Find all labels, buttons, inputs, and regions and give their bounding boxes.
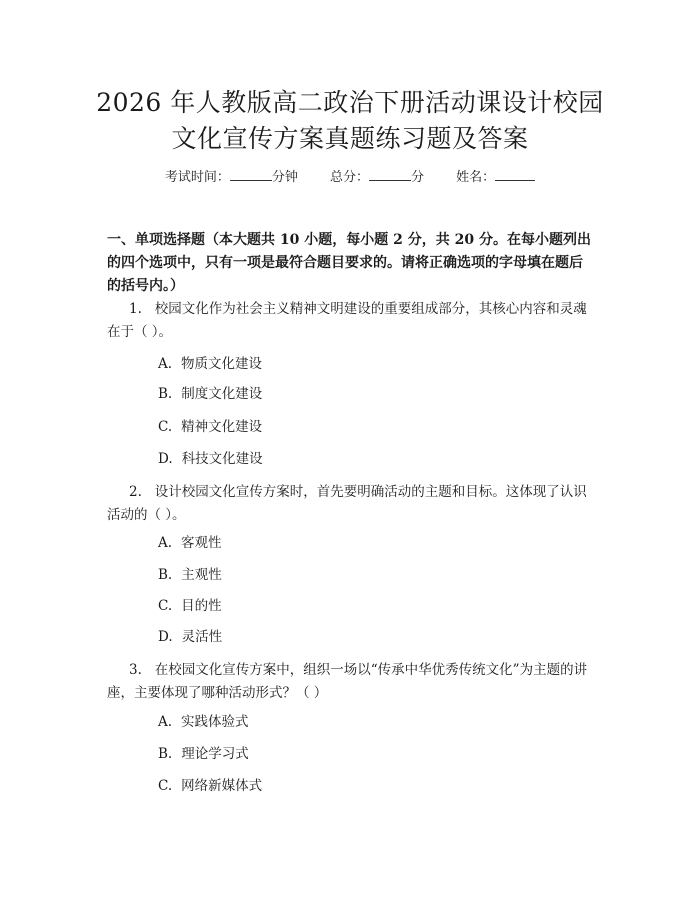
page-title-line-1: 2026 年人教版高二政治下册活动课设计校园 — [96, 88, 604, 117]
option-letter: B. — [158, 746, 173, 762]
option-q1-d — [158, 450, 263, 468]
option-text: 灵活性 — [181, 629, 223, 645]
question-number: 3. — [129, 662, 142, 678]
exam-time-unit: 分钟 — [271, 170, 298, 185]
option-letter: C. — [158, 419, 173, 435]
option-q2-c — [158, 597, 222, 615]
page-title-line-2: 文化宣传方案真题练习题及答案 — [171, 124, 529, 153]
exam-time-blank — [230, 168, 272, 181]
option-text: 精神文化建设 — [181, 419, 263, 435]
student-name-label: 姓名： — [456, 170, 496, 185]
question-2 — [107, 481, 593, 527]
option-letter: C. — [158, 778, 173, 794]
option-q1-c — [158, 418, 262, 436]
option-q3-b — [158, 745, 249, 763]
exam-time-field — [165, 168, 298, 187]
total-score-unit: 分 — [411, 170, 425, 185]
question-text: 校园文化作为社会主义精神文明建设的重要组成部分，其核心内容和灵魂在于（ ）。 — [107, 301, 587, 340]
option-letter: B. — [158, 386, 173, 402]
student-name-blank — [495, 168, 535, 181]
option-text: 科技文化建设 — [181, 451, 263, 467]
student-name-field — [456, 168, 535, 187]
option-letter: A. — [158, 356, 173, 372]
option-text: 理论学习式 — [181, 746, 249, 762]
option-letter: A. — [158, 714, 173, 730]
question-number: 2. — [129, 484, 142, 500]
option-letter: C. — [158, 598, 173, 614]
option-text: 实践体验式 — [181, 714, 249, 730]
option-q3-c — [158, 777, 262, 795]
option-letter: D. — [158, 451, 173, 467]
option-text: 网络新媒体式 — [181, 778, 263, 794]
option-text: 目的性 — [181, 598, 222, 614]
option-q2-a — [158, 534, 222, 552]
option-text: 物质文化建设 — [181, 356, 263, 372]
option-text: 制度文化建设 — [181, 386, 263, 402]
option-q1-b — [158, 385, 262, 403]
exam-info-row — [0, 168, 700, 187]
option-q3-a — [158, 713, 249, 731]
option-text: 客观性 — [181, 535, 222, 551]
option-q2-d — [158, 628, 222, 646]
question-3 — [107, 659, 593, 705]
question-text: 设计校园文化宣传方案时，首先要明确活动的主题和目标。这体现了认识活动的（ ）。 — [107, 484, 587, 523]
option-letter: B. — [158, 567, 173, 583]
section-heading: 一、单项选择题（本大题共 10 小题，每小题 2 分，共 20 分。在每小题列出的四个选项中，只有一项是最符合题目要求的。请将正确选项的字母填在题后的括号内。） — [107, 232, 591, 294]
option-q2-b — [158, 566, 222, 584]
total-score-blank — [369, 168, 411, 181]
option-letter: D. — [158, 629, 173, 645]
question-text: 在校园文化宣传方案中，组织一场以“传承中华优秀传统文化”为主题的讲座，主要体现了哪种活动形式？（ ） — [107, 662, 588, 701]
exam-time-label: 考试时间： — [164, 170, 230, 185]
total-score-label: 总分： — [329, 170, 369, 185]
option-q1-a — [158, 355, 262, 373]
total-score-field — [330, 168, 424, 187]
question-number: 1. — [129, 301, 142, 317]
option-text: 主观性 — [181, 567, 222, 583]
option-letter: A. — [158, 535, 173, 551]
question-1 — [107, 298, 593, 344]
